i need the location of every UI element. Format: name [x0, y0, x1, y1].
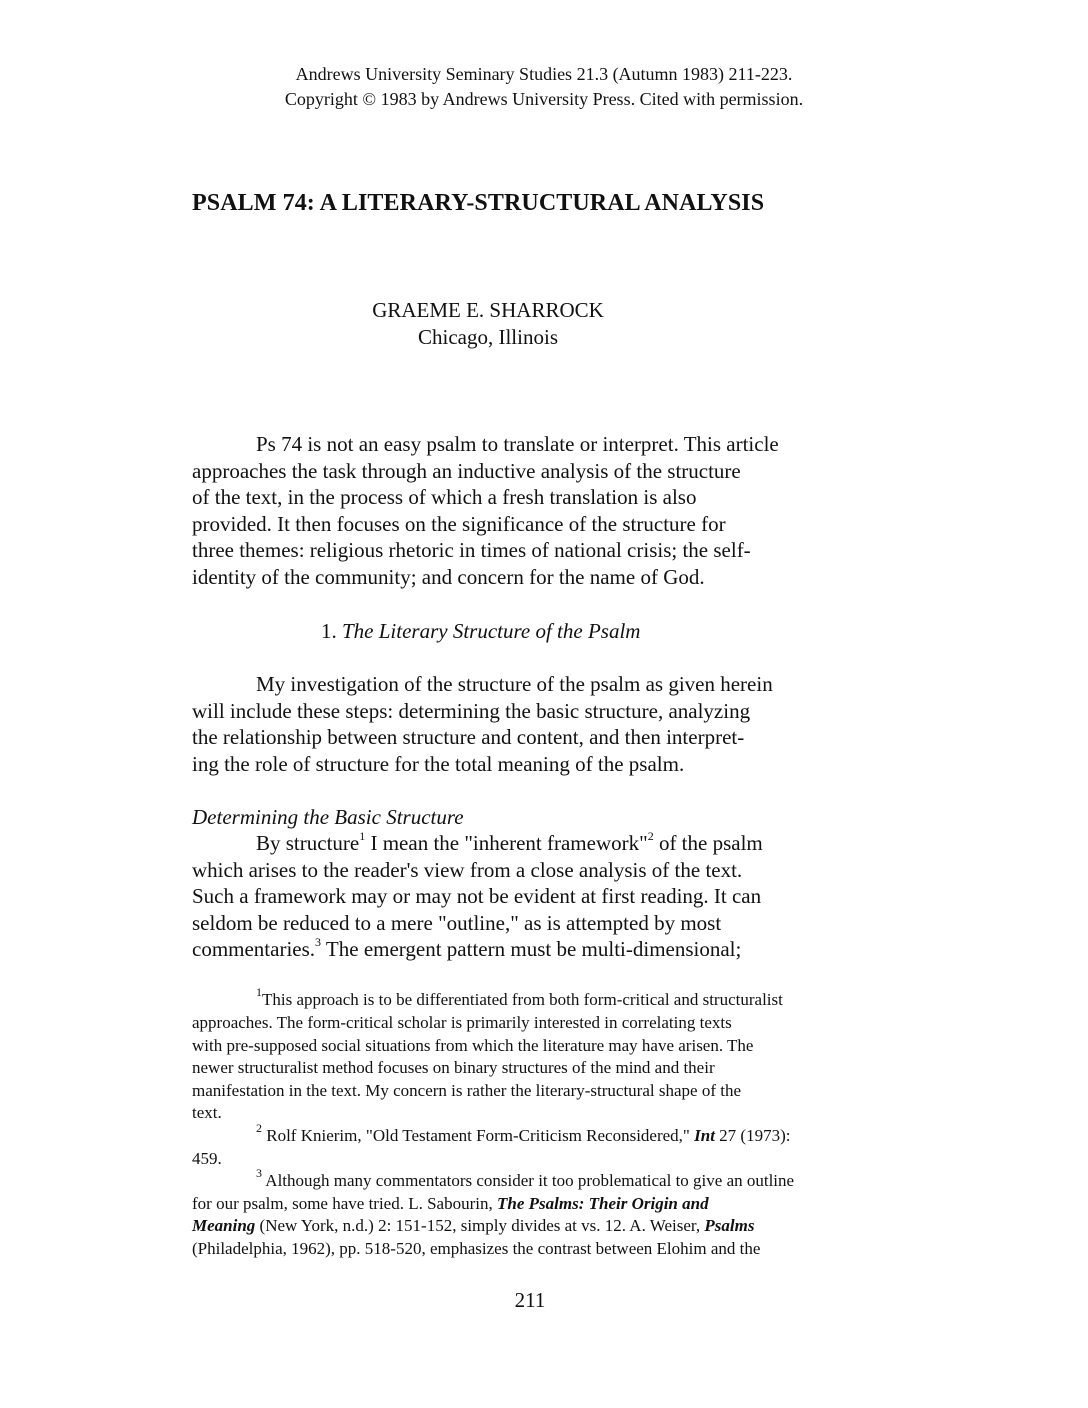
structure-line: Such a framework may or may not be evident at first reading. It can [192, 884, 762, 908]
footnote-line: with pre-supposed social situations from which the literature may have arisen. The [192, 1036, 754, 1055]
footnote-line: text. [192, 1103, 222, 1122]
author-name: GRAEME E. SHARROCK [372, 298, 604, 322]
journal-name: Int [694, 1126, 715, 1145]
footnote-ref[interactable]: 2 [647, 829, 654, 843]
abstract-line: approaches the task through an inductive analysis of the structure [192, 459, 741, 483]
article-title: PSALM 74: A LITERARY-STRUCTURAL ANALYSIS [192, 190, 765, 216]
structure-line [256, 831, 763, 856]
intro-line: the relationship between structure and content, and then interpret- [192, 725, 745, 749]
text-run: of the psalm [653, 831, 763, 855]
footnote-ref[interactable]: 1 [359, 829, 366, 843]
text-run: By structure [256, 831, 360, 855]
section-number: 1. [321, 619, 337, 643]
footnote-text: This approach is to be differentiated from both form-critical and structuralist [262, 990, 783, 1009]
section-heading [321, 619, 640, 644]
footnote-ref[interactable]: 3 [315, 935, 322, 949]
abstract-line: provided. It then focuses on the significance of the structure for [192, 512, 726, 536]
footnote-3 [256, 1166, 795, 1191]
structure-line [192, 937, 741, 962]
intro-line: ing the role of structure for the total meaning of the psalm. [192, 752, 685, 776]
text-run: commentaries. [192, 937, 316, 961]
intro-line: will include these steps: determining the basic structure, analyzing [192, 699, 751, 723]
structure-line: seldom be reduced to a mere "outline," as is attempted by most [192, 911, 722, 935]
footnote-line: approaches. The form-critical scholar is primarily interested in correlating texts [192, 1013, 732, 1032]
footnote-line: 459. [192, 1149, 222, 1168]
footnote-line: manifestation in the text. My concern is rather the literary-structural shape of the [192, 1081, 741, 1100]
copyright-notice: Copyright © 1983 by Andrews University Press. Cited with permission. [284, 89, 804, 109]
footnote-mark: 3 [256, 1166, 262, 1181]
journal-citation: Andrews University Seminary Studies 21.3 (Autumn 1983) 211-223. [295, 64, 793, 84]
abstract-line: Ps 74 is not an easy psalm to translate or interpret. This article [256, 432, 779, 456]
footnote-text: (New York, n.d.) 2: 151-152, simply divides at vs. 12. A. Weiser, [255, 1216, 705, 1235]
abstract-line: of the text, in the process of which a fresh translation is also [192, 485, 697, 509]
book-title: Meaning [192, 1216, 256, 1235]
footnote-text: for our psalm, some have tried. L. Sabourin, [192, 1194, 497, 1213]
abstract-line: identity of the community; and concern for the name of God. [192, 565, 705, 589]
footnote-text: 27 (1973): [714, 1126, 791, 1145]
footnote-text: Rolf Knierim, "Old Testament Form-Criticism Reconsidered," [262, 1126, 695, 1145]
footnote-line [192, 1194, 709, 1214]
subheading-text: Determining the Basic Structure [192, 805, 464, 829]
book-title: Psalms [704, 1216, 755, 1235]
footnote-line [192, 1216, 754, 1236]
author-location: Chicago, Illinois [418, 325, 558, 349]
footnote-text: Although many commentators consider it too problematical to give an outline [262, 1171, 795, 1190]
subheading [192, 805, 464, 830]
intro-line: My investigation of the structure of the psalm as given herein [256, 672, 773, 696]
footnote-mark: 2 [256, 1121, 262, 1136]
text-run: I mean the "inherent framework" [365, 831, 648, 855]
footnote-mark: 1 [256, 985, 262, 1000]
section-title: The Literary Structure of the Psalm [342, 619, 641, 643]
structure-line: which arises to the reader's view from a close analysis of the text. [192, 858, 743, 882]
text-run: The emergent pattern must be multi-dimensional; [321, 937, 742, 961]
footnote-line: newer structuralist method focuses on binary structures of the mind and their [192, 1058, 715, 1077]
footnote-1 [256, 985, 783, 1010]
footnote-2 [256, 1121, 791, 1146]
footnote-line: (Philadelphia, 1962), pp. 518-520, emphasizes the contrast between Elohim and the [192, 1239, 761, 1258]
abstract-line: three themes: religious rhetoric in times of national crisis; the self- [192, 538, 751, 562]
page-number: 211 [514, 1288, 546, 1312]
book-title: The Psalms: Their Origin and [497, 1194, 709, 1213]
